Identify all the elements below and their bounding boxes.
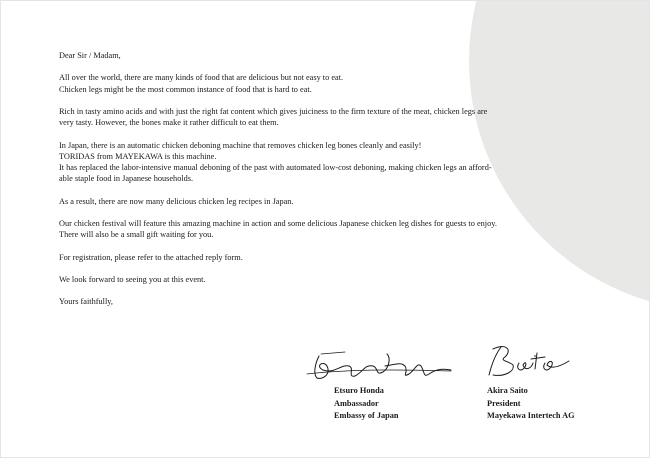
paragraph <box>59 106 619 128</box>
signatory-organization: Embassy of Japan <box>334 411 399 421</box>
paragraph-line: It has replaced the labor-intensive manual deboning of the past with automated low-cost deboning, making chicken legs an afford- <box>59 162 492 172</box>
paragraph-line: We look forward to seeing you at this event. <box>59 274 206 284</box>
paragraph <box>59 274 619 285</box>
signatory-name: Akira Saito <box>487 386 528 395</box>
paragraphs <box>59 72 619 285</box>
paragraph-line: very tasty. However, the bones make it rather difficult to eat them. <box>59 118 279 128</box>
paragraph-line: Chicken legs might be the most common instance of food that is hard to eat. <box>59 84 312 94</box>
paragraph-line: Our chicken festival will feature this amazing machine in action and some delicious Japanese chicken leg dishes for guests to enjoy. <box>59 218 497 228</box>
salutation: Dear Sir / Madam, <box>59 51 121 60</box>
signatory-title: Ambassador <box>334 398 379 408</box>
paragraph <box>59 252 619 263</box>
paragraph <box>59 196 619 207</box>
paragraph-line: As a result, there are now many delicious chicken leg recipes in Japan. <box>59 196 294 206</box>
signature-saito <box>479 339 575 381</box>
paragraph-line: In Japan, there is an automatic chicken deboning machine that removes chicken leg bones cleanly and easily! <box>59 140 422 150</box>
paragraph-line: Rich in tasty amino acids and with just the right fat content which gives juiciness to the firm texture of the meat, chicken legs are <box>59 106 488 116</box>
paragraph-line: TORIDAS from MAYEKAWA is this machine. <box>59 151 217 161</box>
paragraph <box>59 72 619 94</box>
paragraph-line: For registration, please refer to the attached reply form. <box>59 252 243 262</box>
signatory-organization: Mayekawa Intertech AG <box>487 411 575 421</box>
signature-honda <box>301 344 463 386</box>
paragraph-line: able staple food in Japanese households. <box>59 174 194 184</box>
paragraph-line: All over the world, there are many kinds of food that are delicious but not easy to eat. <box>59 73 344 83</box>
signatory-saito <box>487 385 575 423</box>
paragraph <box>59 218 619 240</box>
paragraph <box>59 140 619 185</box>
signatory-title: President <box>487 398 521 408</box>
signatory-honda <box>334 385 399 423</box>
closing: Yours faithfully, <box>59 297 113 307</box>
letter-body <box>59 50 619 319</box>
paragraph-line: There will also be a small gift waiting for you. <box>59 230 214 240</box>
signatory-name: Etsuro Honda <box>334 386 384 395</box>
